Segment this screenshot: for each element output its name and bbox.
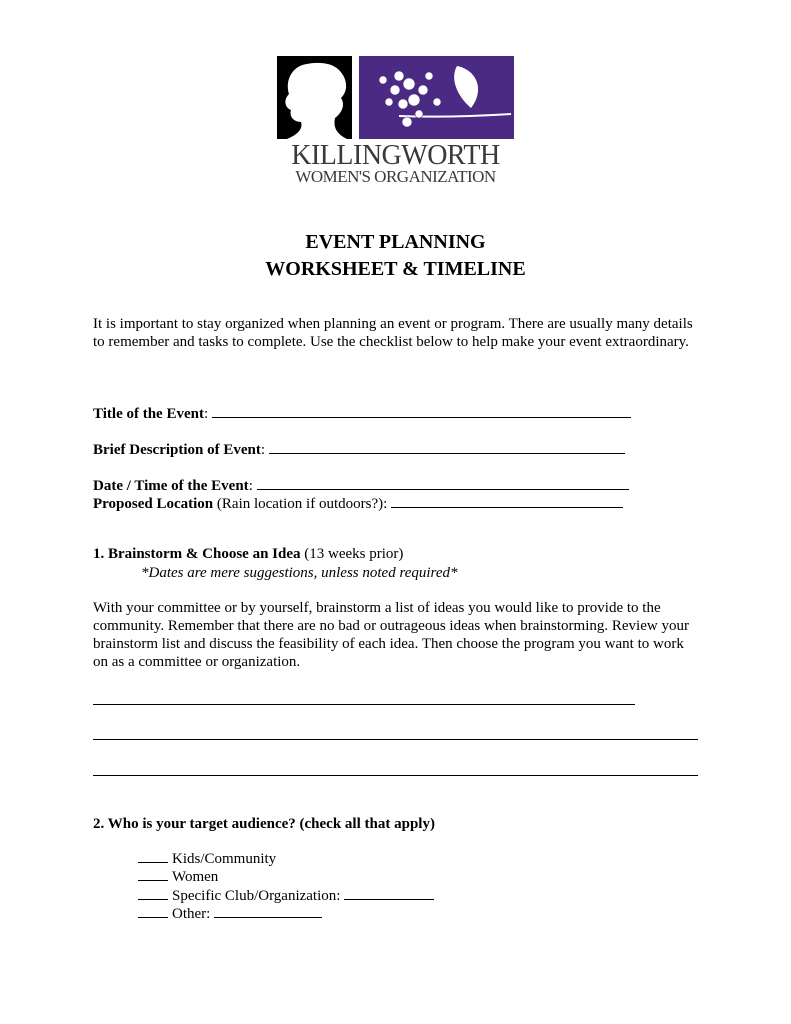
date-time-blank[interactable] (257, 475, 629, 490)
section1-body: With your committee or by yourself, brainstorm a list of ideas you would like to provide to the community. Remember that there are no bad or outrageous ideas when brainstorming. Review your brainstorm list and discuss the feasibility of each idea. Then choose the program you want to work on as a committee or organization. (93, 600, 689, 670)
section1-heading-row (93, 545, 403, 563)
answer-line-1[interactable] (93, 704, 635, 705)
event-title-blank[interactable] (212, 403, 631, 418)
date-time-label: Date / Time of the Event (93, 478, 249, 494)
option-label: Women (172, 869, 219, 885)
answer-line-3[interactable] (93, 775, 698, 776)
flower-branch-image (359, 56, 514, 139)
organization-name: KILLINGWORTH (291, 140, 500, 171)
woman-silhouette-image (277, 56, 352, 139)
option-label: Kids/Community (172, 851, 277, 867)
location-note: (Rain location if outdoors?): (216, 496, 388, 512)
document-title-line2: WORKSHEET & TIMELINE (265, 258, 526, 280)
event-title-field[interactable] (93, 403, 631, 423)
description-blank[interactable] (269, 439, 625, 454)
answer-line-2[interactable] (93, 739, 698, 740)
event-title-label: Title of the Event (93, 406, 204, 422)
audience-option-other[interactable] (138, 903, 322, 923)
audience-option-women[interactable] (138, 867, 218, 886)
checkbox-blank[interactable] (138, 904, 168, 918)
colon: : (248, 478, 253, 494)
club-name-blank[interactable] (344, 885, 434, 900)
checkbox-blank[interactable] (138, 867, 168, 881)
section2-heading: 2. Who is your target audience? (check all that apply) (93, 816, 435, 832)
document-title-line1: EVENT PLANNING (305, 231, 486, 253)
section1-note-text: *Dates are mere suggestions, unless noted required* (141, 565, 458, 581)
date-time-field[interactable] (93, 475, 629, 495)
description-field[interactable] (93, 439, 625, 459)
checkbox-blank[interactable] (138, 886, 168, 900)
other-blank[interactable] (214, 903, 322, 918)
intro-paragraph: It is important to stay organized when planning an event or program. There are usually many details to remember and tasks to complete. Use the checklist below to help make your event extraordinary. (93, 316, 693, 350)
option-label: Other: (172, 906, 211, 922)
section1-timing: (13 weeks prior) (304, 546, 404, 562)
location-label: Proposed Location (93, 496, 214, 512)
section1-heading: 1. Brainstorm & Choose an Idea (93, 546, 301, 562)
colon: : (260, 442, 266, 458)
description-label: Brief Description of Event (93, 442, 261, 458)
checkbox-blank[interactable] (138, 849, 168, 863)
organization-logo (277, 56, 514, 186)
section1-note (141, 564, 458, 582)
location-blank[interactable] (391, 493, 623, 508)
colon: : (203, 406, 209, 422)
audience-option-club[interactable] (138, 885, 434, 905)
audience-option-kids[interactable] (138, 849, 276, 868)
section2-heading-row (93, 815, 435, 833)
location-field[interactable] (93, 493, 623, 513)
option-label: Specific Club/Organization: (172, 888, 341, 904)
organization-subtitle: WOMEN'S ORGANIZATION (295, 167, 496, 186)
